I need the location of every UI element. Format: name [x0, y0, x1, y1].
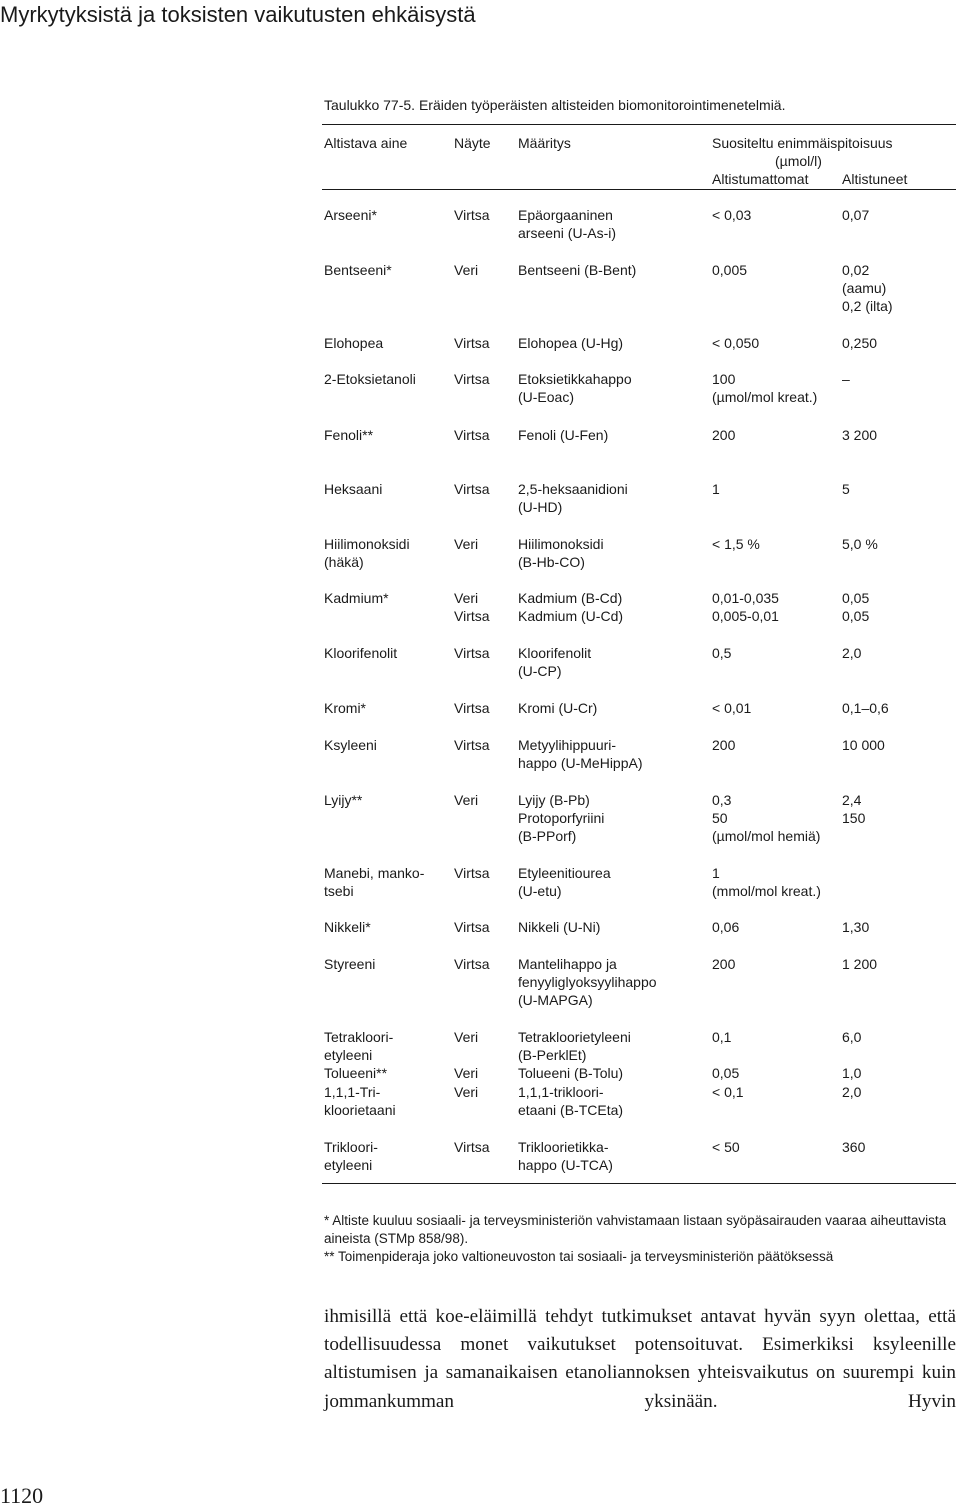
cell-substance: Trikloori- etyleeni [324, 1139, 378, 1174]
cell-exposed: 0,07 [842, 207, 870, 223]
cell-sample: Veri Virtsa [454, 590, 490, 625]
cell-substance: Kadmium* [324, 590, 389, 606]
cell-unexposed: 200 [712, 956, 736, 972]
cell-substance: Manebi, manko- tsebi [324, 865, 425, 900]
cell-unexposed: 0,06 [712, 919, 740, 935]
cell-assay: Kromi (U-Cr) [518, 700, 598, 716]
cell-unexposed: < 1,5 % [712, 536, 760, 552]
cell-exposed: 10 000 [842, 737, 885, 753]
cell-assay: Etoksietikkahappo (U-Eoac) [518, 371, 632, 406]
cell-substance: Bentseeni* [324, 262, 392, 278]
cell-substance: Kromi* [324, 700, 367, 716]
cell-sample: Virtsa [454, 645, 490, 661]
cell-assay: Nikkeli (U-Ni) [518, 919, 601, 935]
cell-assay: Lyijy (B-Pb) Protoporfyriini (B-PPorf) [518, 792, 605, 845]
cell-exposed: 1,30 [842, 919, 870, 935]
table-caption: Taulukko 77-5. Eräiden työperäisten altisteiden biomonitorointimenetelmiä. [324, 97, 786, 113]
cell-sample: Virtsa [454, 737, 490, 753]
cell-assay: 2,5-heksaanidioni (U-HD) [518, 481, 628, 516]
cell-unexposed: 100 (µmol/mol kreat.) [712, 371, 818, 406]
cell-sample: Virtsa [454, 865, 490, 881]
cell-substance: Lyijy** [324, 792, 363, 808]
cell-unexposed: < 0,03 [712, 207, 752, 223]
body-paragraph: ihmisillä että koe-eläimillä tehdyt tutkimukset antavat hyvän syyn olettaa, että todellisuudessa monet vaikutukset potensoituvat. Esimerkiksi ksyleenille altistumisen ja samanaikaisen etanoliannoksen yhteisvaikutus on suurempi kuin jommankumman yksinään. Hyvin [324, 1306, 956, 1412]
cell-sample: Virtsa [454, 1139, 490, 1155]
header-unit: (µmol/l) [775, 153, 822, 169]
cell-substance: Heksaani [324, 481, 383, 497]
cell-assay: Fenoli (U-Fen) [518, 427, 609, 443]
cell-assay: Etyleenitiourea (U-etu) [518, 865, 611, 900]
cell-sample: Veri Veri Veri [454, 1029, 479, 1100]
cell-exposed: 3 200 [842, 427, 878, 443]
cell-unexposed: 0,1 0,05 < 0,1 [712, 1029, 744, 1100]
cell-assay: Epäorgaaninen arseeni (U-As-i) [518, 207, 617, 242]
cell-unexposed: 200 [712, 427, 736, 443]
cell-unexposed: 0,5 [712, 645, 732, 661]
cell-sample: Virtsa [454, 700, 490, 716]
header-substance: Altistava aine [324, 135, 408, 151]
cell-sample: Virtsa [454, 919, 490, 935]
cell-sample: Veri [454, 262, 479, 278]
footnote-1: * Altiste kuuluu sosiaali- ja terveysministeriön vahvistamaan listaan syöpäsairauden vaaraa aiheuttavista aineista (STMp 858/98). [324, 1213, 947, 1246]
cell-sample: Veri [454, 792, 479, 808]
cell-substance: 2-Etoksietanoli [324, 371, 416, 387]
cell-substance: Nikkeli* [324, 919, 371, 935]
cell-unexposed: 0,005 [712, 262, 748, 278]
cell-substance: Ksyleeni [324, 737, 377, 753]
cell-assay: Elohopea (U-Hg) [518, 335, 624, 351]
cell-assay: Trikloorietikka- happo (U-TCA) [518, 1139, 613, 1174]
cell-sample: Virtsa [454, 335, 490, 351]
cell-exposed: 0,05 0,05 [842, 590, 870, 625]
footnote-2: ** Toimenpideraja joko valtioneuvoston tai sosiaali- ja terveysministeriön päätöksessä [324, 1249, 834, 1264]
cell-sample: Veri [454, 536, 479, 552]
header-recommended: Suositeltu enimmäispitoisuus [712, 135, 893, 151]
cell-unexposed: 1 (mmol/mol kreat.) [712, 865, 821, 900]
header-unexposed: Altistumattomat [712, 171, 809, 187]
header-assay: Määritys [518, 135, 571, 151]
cell-assay: Bentseeni (B-Bent) [518, 262, 637, 278]
cell-exposed: 0,250 [842, 335, 878, 351]
cell-sample: Virtsa [454, 427, 490, 443]
cell-assay: Kadmium (B-Cd) Kadmium (U-Cd) [518, 590, 624, 625]
cell-exposed: 1 200 [842, 956, 878, 972]
cell-exposed: 0,1–0,6 [842, 700, 889, 716]
cell-substance: Kloorifenolit [324, 645, 398, 661]
cell-exposed: 5 [842, 481, 850, 497]
cell-unexposed: < 0,01 [712, 700, 752, 716]
cell-exposed: – [842, 371, 850, 387]
cell-exposed: 360 [842, 1139, 866, 1155]
cell-assay: Metyylihippuuri- happo (U-MeHippA) [518, 737, 643, 772]
header-exposed: Altistuneet [842, 171, 908, 187]
cell-sample: Virtsa [454, 207, 490, 223]
cell-assay: Mantelihappo ja fenyyliglyoksyylihappo (U-MAPGA) [518, 956, 657, 1009]
cell-assay: Tetrakloorietyleeni (B-PerklEt) Tolueeni (B-Tolu) 1,1,1-trikloori- etaani (B-TCEta) [518, 1029, 631, 1118]
cell-exposed: 2,4 150 [842, 792, 866, 827]
cell-sample: Virtsa [454, 956, 490, 972]
header-sample: Näyte [454, 135, 491, 151]
cell-exposed: 0,02 (aamu) 0,2 (ilta) [842, 262, 893, 315]
cell-unexposed: 200 [712, 737, 736, 753]
cell-assay: Kloorifenolit (U-CP) [518, 645, 592, 680]
cell-unexposed: < 50 [712, 1139, 740, 1155]
cell-substance: Tetrakloori- etyleeni Tolueeni** 1,1,1-Tri- kloorietaani [324, 1029, 396, 1118]
cell-assay: Hiilimonoksidi (B-Hb-CO) [518, 536, 604, 571]
cell-substance: Fenoli** [324, 427, 374, 443]
cell-sample: Virtsa [454, 371, 490, 387]
cell-unexposed: 0,01-0,035 0,005-0,01 [712, 590, 779, 625]
cell-unexposed: 0,3 50 (µmol/mol hemiä) [712, 792, 821, 845]
page-number: 1120 [0, 1483, 44, 1508]
cell-exposed: 5,0 % [842, 536, 878, 552]
table-bottom-rule [322, 1183, 956, 1184]
cell-exposed: 2,0 [842, 645, 862, 661]
cell-exposed: 6,0 1,0 2,0 [842, 1029, 862, 1100]
cell-substance: Hiilimonoksidi (häkä) [324, 536, 410, 571]
cell-substance: Arseeni* [324, 207, 377, 223]
cell-substance: Elohopea [324, 335, 384, 351]
cell-unexposed: < 0,050 [712, 335, 760, 351]
page-header: Myrkytyksistä ja toksisten vaikutusten ehkäisystä [0, 2, 476, 27]
cell-substance: Styreeni [324, 956, 376, 972]
cell-unexposed: 1 [712, 481, 720, 497]
cell-sample: Virtsa [454, 481, 490, 497]
